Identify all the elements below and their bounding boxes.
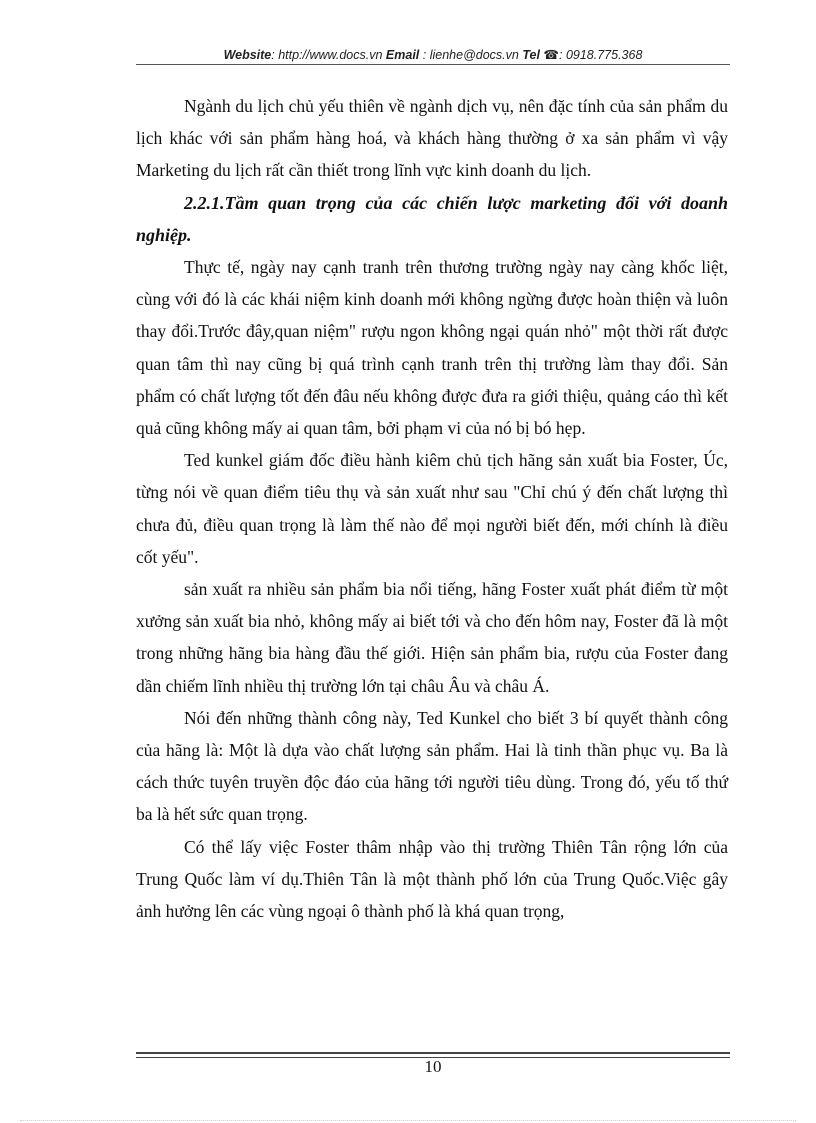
email-value: : lienhe@docs.vn: [422, 48, 519, 62]
email-label: Email: [385, 48, 420, 62]
paragraph-intro: Ngành du lịch chủ yếu thiên về ngành dịch vụ, nên đặc tính của sản phẩm du lịch khác với sản phẩm hàng hoá, và khách hàng thường ở xa sản phẩm vì vậy Marketing du lịch rất cần thiết trong lĩnh vực kinh doanh du lịch.: [136, 96, 728, 181]
page-header: [136, 47, 730, 62]
paragraph-foster-history: sản xuất ra nhiều sản phẩm bia nổi tiếng, hãng Foster xuất phát điểm từ một xưởng sản xuất bia nhỏ, không mấy ai biết tới và cho đến hôm nay, Foster đã là một trong những hãng bia hàng đầu thế giới. Hiện sản phẩm bia, rượu của Foster đang dần chiếm lĩnh nhiều thị trường lớn tại châu Âu và châu Á.: [136, 579, 728, 696]
tel-label: Tel: [522, 48, 540, 62]
page-number: 10: [424, 1057, 442, 1076]
telephone-icon: ☎: [543, 48, 559, 62]
website-label: Website: [223, 48, 272, 62]
document-body: [136, 90, 728, 927]
header-rule: [136, 64, 730, 65]
paragraph-ted-kunkel-quote: Ted kunkel giám đốc điều hành kiêm chủ tịch hãng sản xuất bia Foster, Úc, từng nói về quan điểm tiêu thụ và sản xuất như sau "Chỉ chú ý đến chất lượng thì chưa đủ, điều quan trọng là làm thế nào để mọi người biết đến, mới chính là điều cốt yếu".: [136, 450, 728, 567]
page-edge-dotted-line: [20, 1120, 796, 1121]
paragraph-success-secrets: Nói đến những thành công này, Ted Kunkel cho biết 3 bí quyết thành công của hãng là: Một là dựa vào chất lượng sản phẩm. Hai là tinh thần phục vụ. Ba là cách thức tuyên truyền độc đáo của hãng tới người tiêu dùng. Trong đó, yếu tố thứ ba là hết sức quan trọng.: [136, 707, 728, 825]
tel-value: : 0918.775.368: [559, 48, 643, 62]
footer-rule: [136, 1052, 730, 1054]
paragraph-tianjin-example: Có thể lấy việc Foster thâm nhập vào thị trường Thiên Tân rộng lớn của Trung Quốc làm ví dụ.Thiên Tân là một thành phố lớn của Trung Quốc.Việc gây ảnh hưởng lên các vùng ngoại ô thành phố là khá quan trọng,: [136, 836, 728, 922]
section-heading: 2.2.1.Tầm quan trọng của các chiến lược marketing đối với doanh nghiệp.: [136, 192, 728, 245]
paragraph-competition: Thực tế, ngày nay cạnh tranh trên thương trường ngày nay càng khốc liệt, cùng với đó là các khái niệm kinh doanh mới không ngừng được hoàn thiện và luôn thay đổi.Trước đây,quan niệm" rượu ngon không ngại quán nhỏ" một thời rất được quan tâm thì nay cũng bị quá trình cạnh tranh trên thị trường làm thay đổi. Sản phẩm có chất lượng tốt đến đâu nếu không được đưa ra giới thiệu, quảng cáo thì kết quả cũng không mấy ai quan tâm, bởi phạm vi của nó bị bó hẹp.: [136, 257, 728, 439]
website-value: : http://www.docs.vn: [271, 48, 383, 62]
